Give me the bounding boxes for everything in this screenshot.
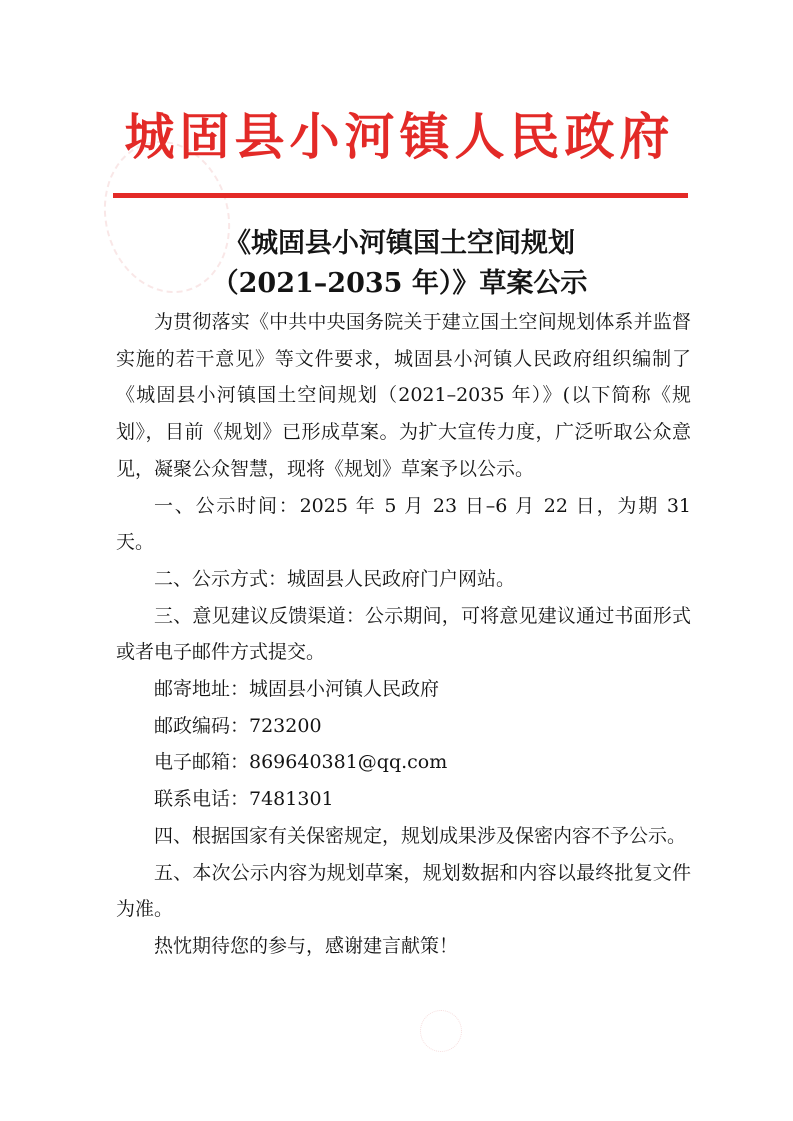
contact-postal-code: 邮政编码：723200 bbox=[154, 714, 322, 737]
contact-phone: 联系电话：7481301 bbox=[154, 788, 334, 811]
faded-seal-mark-small bbox=[420, 1010, 462, 1052]
item-publicity-time: 一、公示时间：2025 年 5 月 23 日–6 月 22 日，为期 31 天。 bbox=[116, 494, 691, 554]
title-line-1: 《城固县小河镇国土空间规划 bbox=[224, 228, 575, 259]
issuer-header: 城固县小河镇人民政府 bbox=[124, 107, 675, 166]
contact-email: 电子邮箱：869640381@qq.com bbox=[154, 751, 448, 774]
header-red-rule bbox=[113, 193, 688, 198]
intro-paragraph: 为贯彻落实《中共中央国务院关于建立国土空间规划体系并监督实施的若干意见》等文件要求，城固县小河镇人民政府组织编制了《城固县小河镇国土空间规划（2021–2035 年）》(以下简称《规划》，目前《规划》已形成草案。为扩大宣传力度，广泛听取公众意见，凝聚公众智慧，现将《规划》草案予以公示。 bbox=[116, 311, 691, 480]
item-draft-notice: 五、本次公示内容为规划草案，规划数据和内容以最终批复文件为准。 bbox=[116, 861, 691, 921]
closing-line: 热忱期待您的参与，感谢建言献策！ bbox=[154, 934, 459, 957]
document-body bbox=[116, 304, 691, 965]
item-feedback-channel: 三、意见建议反馈渠道：公示期间，可将意见建议通过书面形式或者电子邮件方式提交。 bbox=[116, 604, 691, 664]
title-line-2: （2021–2035 年）》草案公示 bbox=[211, 268, 588, 299]
item-publicity-method: 二、公示方式：城固县人民政府门户网站。 bbox=[154, 567, 516, 590]
document-title bbox=[112, 224, 687, 304]
item-confidentiality: 四、根据国家有关保密规定，规划成果涉及保密内容不予公示。 bbox=[154, 824, 687, 847]
contact-mail-address: 邮寄地址：城固县小河镇人民政府 bbox=[154, 678, 440, 701]
